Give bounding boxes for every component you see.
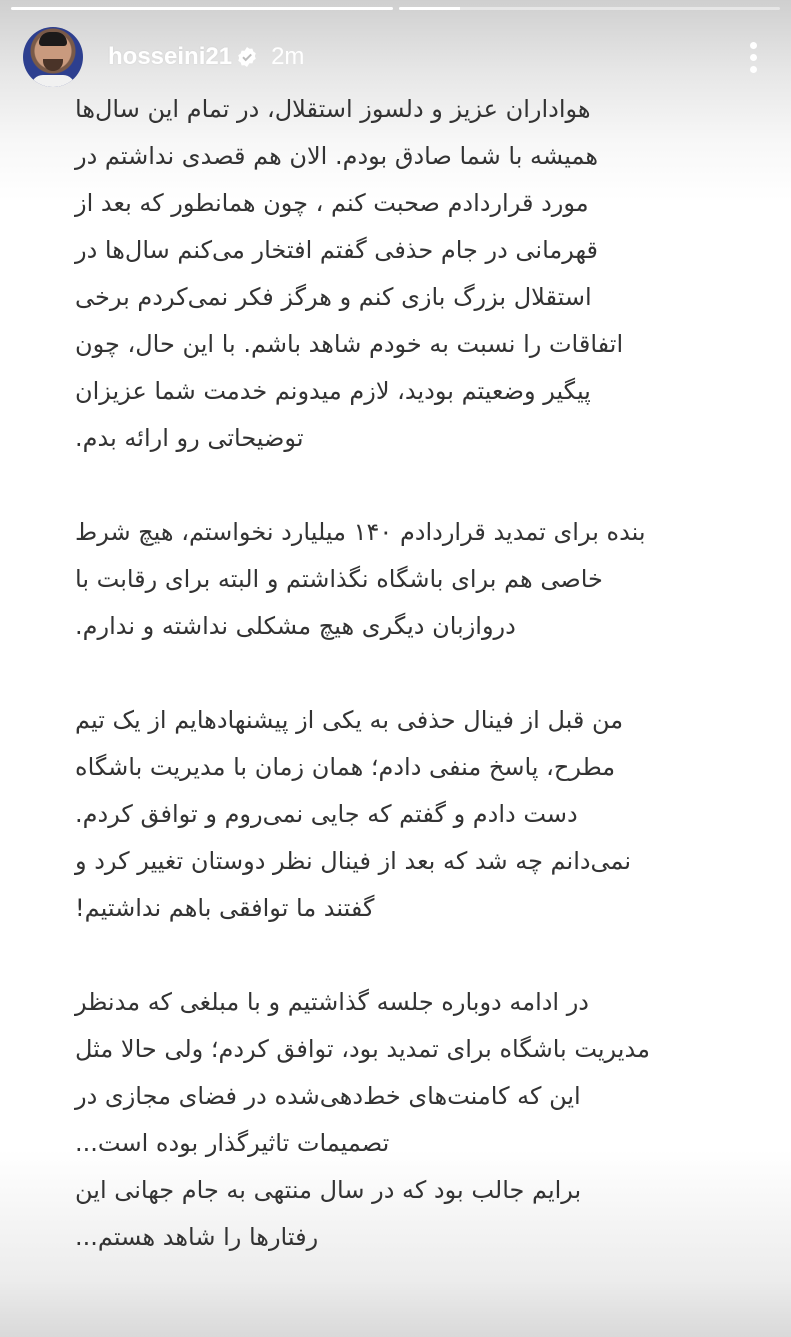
text-line: .دروازبان دیگری هیچ مشکلی نداشته و ندارم xyxy=(75,612,516,640)
text-line: همیشه با شما صادق بودم. الان هم قصدی نداشتم در xyxy=(75,142,599,170)
text-line: !گفتند ما توافقی باهم نداشتیم xyxy=(75,894,375,922)
story-text xyxy=(75,86,735,1308)
post-time: 2m xyxy=(271,43,305,70)
text-line: بنده برای تمدید قراردادم ۱۴۰ میلیارد نخواستم، هیچ شرط xyxy=(75,518,646,546)
paragraph xyxy=(75,509,735,650)
verified-badge-icon xyxy=(237,47,257,67)
text-line: ...رفتارها را شاهد هستم xyxy=(75,1223,319,1251)
story-progress xyxy=(11,7,780,10)
progress-segment[interactable] xyxy=(11,7,393,10)
avatar[interactable] xyxy=(23,27,83,87)
text-line: استقلال بزرگ بازی کنم و هرگز فکر نمی‌کردم برخی xyxy=(75,283,592,311)
text-line: در ادامه دوباره جلسه گذاشتیم و با مبلغی که مدنظر xyxy=(75,988,589,1016)
story-header xyxy=(23,27,761,87)
paragraph xyxy=(75,979,735,1261)
text-line: من قبل از فینال حذفی به یکی از پیشنهادهایم از یک تیم xyxy=(75,706,624,734)
text-line: نمی‌دانم چه شد که بعد از فینال نظر دوستان تغییر کرد و xyxy=(75,847,632,875)
text-line: مورد قراردادم صحبت کنم ، چون همانطور که بعد از xyxy=(75,189,589,217)
progress-fill xyxy=(399,7,460,10)
text-line: این که کامنت‌های خط‌دهی‌شده در فضای مجازی در xyxy=(75,1082,581,1110)
paragraph xyxy=(75,697,735,932)
text-line: برایم جالب بود که در سال منتهی به جام جهانی این xyxy=(75,1176,582,1204)
text-line: قهرمانی در جام حذفی گفتم افتخار می‌کنم سال‌ها در xyxy=(75,236,599,264)
text-line: مدیریت باشگاه برای تمدید بود، توافق کردم؛ ولی حالا مثل xyxy=(75,1035,650,1063)
progress-fill xyxy=(11,7,393,10)
text-line: .دست دادم و گفتم که جایی نمی‌روم و توافق کردم xyxy=(75,800,578,828)
text-line: پیگیر وضعیتم بودید، لازم میدونم خدمت شما عزیزان xyxy=(75,377,591,405)
text-line: اتفاقات را نسبت به خودم شاهد باشم. با این حال، چون xyxy=(75,330,624,358)
text-line: هواداران عزیز و دلسوز استقلال، در تمام این سال‌ها xyxy=(75,95,591,123)
progress-segment[interactable] xyxy=(399,7,781,10)
paragraph xyxy=(75,86,735,462)
more-vertical-icon[interactable] xyxy=(746,42,761,73)
text-line: خاصی هم برای باشگاه نگذاشتم و البته برای رقابت با xyxy=(75,565,603,593)
text-line: مطرح، پاسخ منفی دادم؛ همان زمان با مدیریت باشگاه xyxy=(75,753,616,781)
username[interactable]: hosseini21 xyxy=(108,43,233,70)
text-line: .توضیحاتی رو ارائه بدم xyxy=(75,424,304,452)
text-line: ...تصمیمات تاثیرگذار بوده است xyxy=(75,1129,390,1157)
